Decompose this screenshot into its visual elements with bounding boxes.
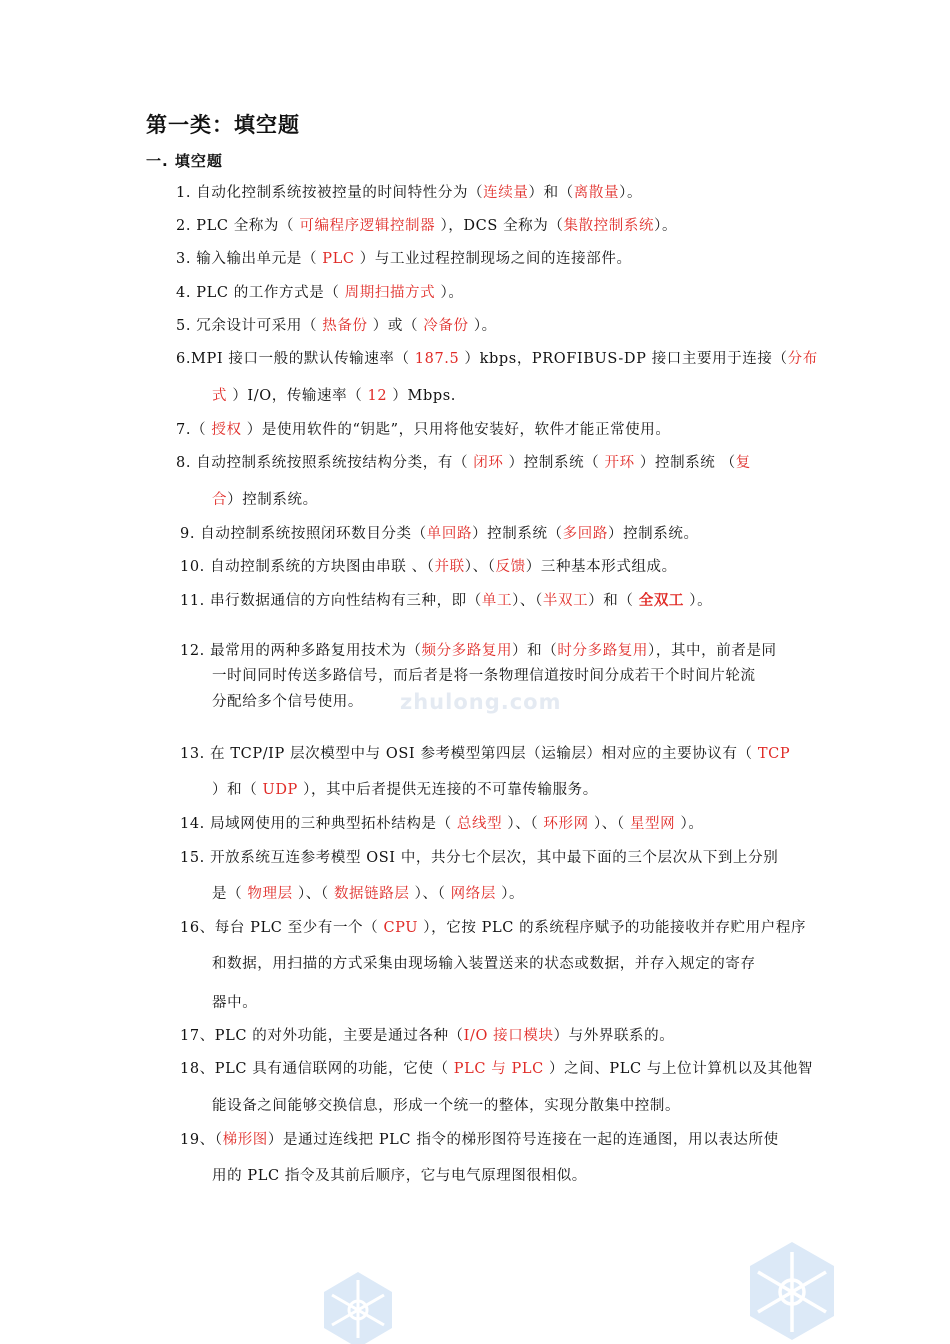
question-text: ）Mbps. [387, 388, 456, 404]
question-text: ）与工业过程控制现场之间的连接部件。 [354, 251, 632, 267]
answer-text: 网络层 [450, 886, 496, 902]
question-text: ）。 [619, 185, 643, 201]
answer-text: 并联 [434, 559, 465, 575]
question-line [212, 386, 456, 406]
question-text: 8. 自动控制系统按照系统按结构分类，有（ [176, 455, 474, 471]
question-text: ）和（ [212, 782, 263, 798]
question-text: ）是通过连线把 PLC 指令的梯形图符号连接在一起的连通图，用以表达所使 [267, 1132, 779, 1148]
question-line [176, 349, 818, 369]
question-text: 12. 最常用的两种多路复用技术为（ [180, 643, 422, 659]
question-text: ）之间、PLC 与上位计算机以及其他智 [543, 1061, 814, 1077]
answer-text: 合 [212, 492, 228, 508]
question-text: ），其中，前者是同 [648, 643, 777, 659]
answer-text: 多回路 [562, 526, 608, 542]
answer-text: 12 [367, 388, 388, 404]
question-line [212, 692, 363, 712]
question-text: 17、PLC 的对外功能，主要是通过各种（ [180, 1028, 464, 1044]
answer-text: 周期扫描方式 [344, 285, 436, 301]
question-line [176, 216, 677, 236]
question-text: ）与外界联系的。 [553, 1028, 675, 1044]
answer-text: 数据链路层 [333, 886, 410, 902]
question-text: 7.（ [176, 422, 212, 438]
question-text: 5. 冗余设计可采用（ [176, 318, 323, 334]
answer-text: 分布 [787, 351, 818, 367]
answer-text: 集散控制系统 [563, 218, 655, 234]
question-text: ）和（ [588, 593, 639, 609]
answer-text: 时分多路复用 [557, 643, 648, 659]
question-text: ）、（ [588, 816, 630, 832]
question-line [176, 420, 670, 440]
question-text: ）。 [468, 318, 497, 334]
question-text: ）I/O，传输速率（ [227, 388, 368, 404]
question-line [212, 490, 318, 510]
question-text: 一时间同时传送多路信号，而后者是将一条物理信道按时间分成若干个时间片轮流 [212, 668, 756, 684]
question-line [180, 524, 699, 544]
answer-text: 物理层 [247, 886, 293, 902]
question-text: 10. 自动控制系统的方块图由串联 、（ [180, 559, 435, 575]
question-line [180, 591, 712, 611]
question-text: 用的 PLC 指令及其前后顺序，它与电气原理图很相似。 [212, 1168, 587, 1184]
question-text: ）kbps，PROFIBUS-DP 接口主要用于连接（ [459, 351, 788, 367]
question-text: 16、每台 PLC 至少有一个（ [180, 920, 384, 936]
page-title: 第一类：填空题 [146, 113, 300, 137]
watermark-text: zhulong.com [400, 690, 562, 714]
question-line [212, 884, 524, 904]
question-line [180, 1059, 813, 1079]
answer-text: 全双工 [638, 592, 685, 609]
question-line [180, 557, 677, 577]
question-text: 14. 局域网使用的三种典型拓朴结构是（ [180, 816, 457, 832]
question-line [180, 641, 777, 661]
answer-text: TCP [757, 746, 791, 762]
answer-text: 187.5 [414, 351, 460, 367]
question-text: 器中。 [212, 995, 258, 1011]
answer-text: 冷备份 [423, 318, 469, 334]
section-heading: 一. 填空题 [146, 152, 223, 170]
question-text: ）控制系统。 [607, 526, 699, 542]
question-text: 分配给多个信号使用。 [212, 694, 363, 710]
answer-text: 离散量 [573, 185, 620, 201]
question-line [180, 814, 703, 834]
answer-text: UDP [262, 782, 298, 798]
question-line [180, 744, 790, 764]
question-line [180, 1026, 674, 1046]
question-text: ）、（ [464, 559, 496, 575]
answer-text: 频分多路复用 [421, 643, 513, 659]
question-text: ）。 [675, 816, 704, 832]
question-text: ）控制系统（ [472, 526, 563, 542]
answer-text: 梯形图 [222, 1132, 268, 1148]
question-text: ），DCS 全称为（ [435, 218, 564, 234]
question-text: ）控制系统。 [227, 492, 318, 508]
question-line [212, 1166, 587, 1186]
question-text: 9. 自动控制系统按照闭环数目分类（ [180, 526, 427, 542]
answer-text: PLC [322, 251, 355, 267]
question-text: 4. PLC 的工作方式是（ [176, 285, 345, 301]
question-text: ）。 [684, 593, 713, 609]
answer-text: 星型网 [629, 816, 676, 832]
snowflake-icon [742, 1238, 842, 1344]
question-line [212, 1096, 680, 1116]
question-text: 18、PLC 具有通信联网的功能，它使（ [180, 1061, 454, 1077]
question-text: ）控制系统 （ [634, 455, 736, 471]
snowflake-icon [318, 1268, 398, 1344]
answer-text: 单回路 [426, 526, 473, 542]
question-text: ）控制系统（ [503, 455, 605, 471]
answer-text: 单工 [481, 593, 513, 609]
answer-text: 反馈 [495, 559, 526, 575]
question-line [212, 780, 598, 800]
question-line [180, 918, 806, 938]
question-line [180, 848, 778, 868]
answer-text: 授权 [211, 422, 242, 438]
question-text: ）、（ [502, 816, 544, 832]
question-line [176, 453, 751, 473]
question-text: ）和（ [528, 185, 574, 201]
question-line [212, 993, 257, 1013]
answer-text: 总线型 [456, 816, 503, 832]
question-text: 能设备之间能够交换信息，形成一个统一的整体，实现分散集中控制。 [212, 1098, 681, 1114]
answer-text: 热备份 [322, 318, 368, 334]
question-text: ）三种基本形式组成。 [525, 559, 677, 575]
question-text: ），它按 PLC 的系统程序赋予的功能接收并存贮用户程序 [418, 920, 807, 936]
answer-text: 连续量 [483, 185, 529, 201]
answer-text: CPU [383, 920, 419, 936]
question-line [176, 283, 463, 303]
question-line [180, 1130, 779, 1150]
answer-text: 半双工 [542, 593, 589, 609]
question-text: 13. 在 TCP/IP 层次模型中与 OSI 参考模型第四层（运输层）相对应的主要协议有（ [180, 746, 758, 762]
question-text: 是（ [212, 886, 248, 902]
question-text: 3. 输入输出单元是（ [176, 251, 323, 267]
answer-text: 闭环 [473, 455, 504, 471]
answer-text: 式 [212, 388, 228, 404]
question-line [212, 954, 756, 974]
answer-text: 可编程序逻辑控制器 [299, 218, 436, 234]
question-text: ）。 [654, 218, 678, 234]
question-text: ）。 [495, 886, 525, 902]
question-text: ）、（ [512, 593, 543, 609]
answer-text: 复 [735, 455, 751, 471]
question-line [176, 183, 642, 203]
question-text: ）和（ [512, 643, 558, 659]
answer-text: 开环 [604, 455, 635, 471]
answer-text: 环形网 [543, 816, 589, 832]
question-line [212, 666, 756, 686]
question-text: ），其中后者提供无连接的不可靠传输服务。 [297, 782, 598, 798]
question-text: 和数据，用扫描的方式采集由现场输入装置送来的状态或数据，并存入规定的寄存 [212, 956, 756, 972]
question-text: ）、（ [409, 886, 451, 902]
question-text: 19、（ [180, 1132, 223, 1148]
question-text: 6.MPI 接口一般的默认传输速率（ [176, 351, 415, 367]
answer-text: PLC 与 PLC [453, 1061, 544, 1077]
question-text: 11. 串行数据通信的方向性结构有三种，即（ [180, 593, 482, 609]
question-text: ）、（ [292, 886, 334, 902]
question-text: ）或（ [367, 318, 424, 334]
question-line [176, 249, 632, 269]
question-text: 15. 开放系统互连参考模型 OSI 中，共分七个层次，其中最下面的三个层次从下到上分别 [180, 850, 779, 866]
question-text: ）是使用软件的“钥匙”，只用将他安装好，软件才能正常使用。 [241, 422, 671, 438]
question-text: 1. 自动化控制系统按被控量的时间特性分为（ [176, 185, 484, 201]
question-text: ）。 [435, 285, 464, 301]
question-text: 2. PLC 全称为（ [176, 218, 300, 234]
question-line [176, 316, 497, 336]
answer-text: I/O 接口模块 [463, 1028, 554, 1044]
